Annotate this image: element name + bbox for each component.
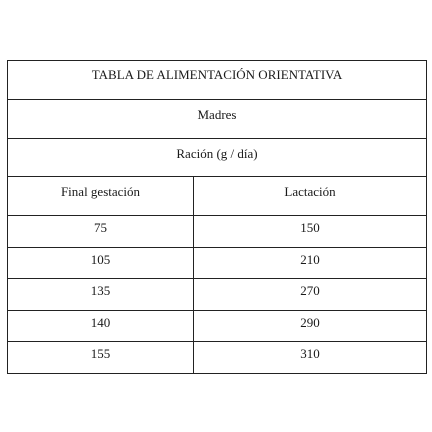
table-cell: 210 bbox=[194, 247, 427, 279]
table-cell: 75 bbox=[8, 216, 194, 248]
column-header-final-gestacion: Final gestación bbox=[8, 177, 194, 216]
column-header-row bbox=[8, 177, 427, 216]
table-row bbox=[8, 216, 427, 248]
table-cell: 290 bbox=[194, 310, 427, 342]
table-row bbox=[8, 342, 427, 374]
table-title: TABLA DE ALIMENTACIÓN ORIENTATIVA bbox=[8, 61, 427, 100]
feeding-guide-table bbox=[7, 60, 427, 374]
table-row bbox=[8, 279, 427, 311]
table-cell: 135 bbox=[8, 279, 194, 311]
table-cell: 310 bbox=[194, 342, 427, 374]
column-header-lactacion: Lactación bbox=[194, 177, 427, 216]
table-cell: 105 bbox=[8, 247, 194, 279]
table-row bbox=[8, 247, 427, 279]
table-cell: 155 bbox=[8, 342, 194, 374]
table-title-row bbox=[8, 61, 427, 100]
table-cell: 140 bbox=[8, 310, 194, 342]
unit-label: Ración (g / día) bbox=[8, 139, 427, 177]
unit-row bbox=[8, 139, 427, 177]
group-label: Madres bbox=[8, 100, 427, 139]
group-row bbox=[8, 100, 427, 139]
table-cell: 150 bbox=[194, 216, 427, 248]
table-cell: 270 bbox=[194, 279, 427, 311]
table-row bbox=[8, 310, 427, 342]
